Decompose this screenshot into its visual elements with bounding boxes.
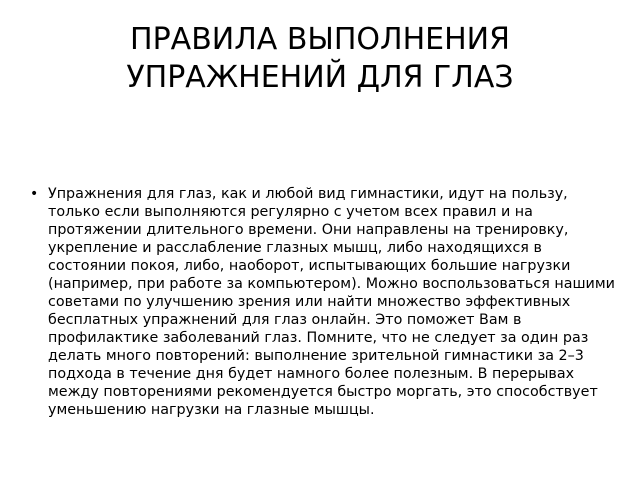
bullet-item: [28, 185, 618, 419]
bullet-text: Упражнения для глаз, как и любой вид гимнастики, идут на пользу, только если выполняются регулярно с учетом всех правил и на протяжении длительного времени. Они направлены на тренировку, укрепление и расслабление глазных мышц, либо находящихся в состоянии покоя, либо, наоборот, испытывающих большие нагрузки (например, при работе за компьютером). Можно воспользоваться нашими советами по улучшению зрения или найти множество эффективных бесплатных упражнений для глаз онлайн. Это поможет Вам в профилактике заболеваний глаз. Помните, что не следует за один раз делать много повторений: выполнение зрительной гимнастики за 2–3 подхода в течение дня будет намного более полезным. В перерывах между повторениями рекомендуется быстро моргать, это способствует уменьшению нагрузки на глазные мышцы.: [48, 186, 615, 418]
slide-title: ПРАВИЛА ВЫПОЛНЕНИЯ УПРАЖНЕНИЙ ДЛЯ ГЛАЗ: [126, 22, 514, 95]
bullet-list: [28, 185, 618, 419]
bullet-marker-icon: •: [30, 186, 39, 202]
